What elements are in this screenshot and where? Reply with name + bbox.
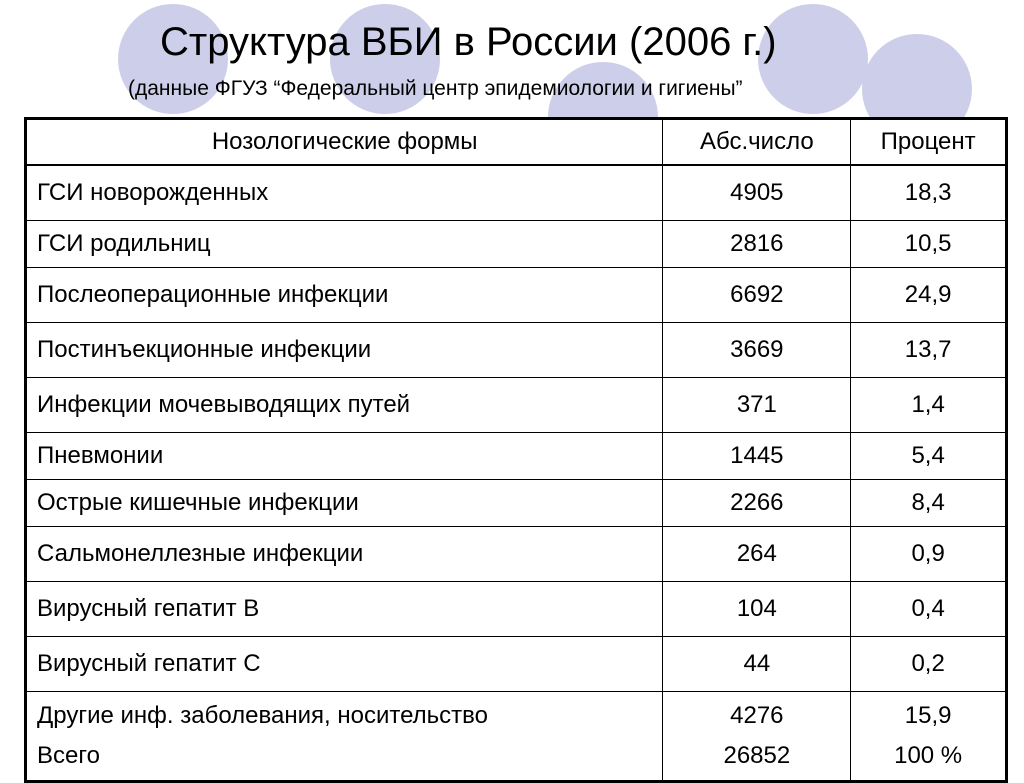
table-row — [26, 165, 1007, 221]
row-abs-number: 1445 — [663, 433, 851, 480]
row-name: Сальмонеллезные инфекции — [26, 527, 663, 582]
other-diseases-pct: 15,9 — [904, 702, 952, 729]
table-row — [26, 637, 1007, 692]
other-diseases-label: Другие инф. заболевания, носительство — [37, 702, 488, 729]
row-name: ГСИ родильниц — [26, 221, 663, 268]
row-percent: 8,4 — [851, 480, 1007, 527]
table-row — [26, 433, 1007, 480]
total-pct: 100 % — [894, 742, 963, 769]
row-abs-number: 3669 — [663, 323, 851, 378]
page-title: Структура ВБИ в России (2006 г.) — [160, 20, 777, 64]
row-percent: 10,5 — [851, 221, 1007, 268]
row-abs-number: 2816 — [663, 221, 851, 268]
row-name: Вирусный гепатит С — [26, 637, 663, 692]
row-name: ГСИ новорожденных — [26, 165, 663, 221]
header-percent: Процент — [851, 119, 1007, 166]
summary-abs-numbers — [663, 692, 851, 782]
summary-names — [26, 692, 663, 782]
row-abs-number: 264 — [663, 527, 851, 582]
row-name: Пневмонии — [26, 433, 663, 480]
row-percent: 0,2 — [851, 637, 1007, 692]
row-name: Вирусный гепатит В — [26, 582, 663, 637]
row-abs-number: 2266 — [663, 480, 851, 527]
summary-percents — [851, 692, 1007, 782]
row-abs-number: 104 — [663, 582, 851, 637]
row-percent: 18,3 — [851, 165, 1007, 221]
header-nosology: Нозологические формы — [26, 119, 663, 166]
row-percent: 0,4 — [851, 582, 1007, 637]
total-label: Всего — [37, 742, 100, 769]
row-percent: 13,7 — [851, 323, 1007, 378]
table-row — [26, 527, 1007, 582]
row-percent: 24,9 — [851, 268, 1007, 323]
row-abs-number: 4905 — [663, 165, 851, 221]
row-abs-number: 44 — [663, 637, 851, 692]
row-name: Постинъекционные инфекции — [26, 323, 663, 378]
table-row-summary — [26, 692, 1007, 782]
table-row — [26, 323, 1007, 378]
row-abs-number: 371 — [663, 378, 851, 433]
table-header-row — [26, 119, 1007, 166]
row-name: Инфекции мочевыводящих путей — [26, 378, 663, 433]
page-subtitle: (данные ФГУЗ “Федеральный центр эпидемиологии и гигиены” — [128, 77, 743, 100]
row-percent: 1,4 — [851, 378, 1007, 433]
header-abs-number: Абс.число — [663, 119, 851, 166]
table-row — [26, 221, 1007, 268]
row-percent: 0,9 — [851, 527, 1007, 582]
table-row — [26, 378, 1007, 433]
table-row — [26, 268, 1007, 323]
table-row — [26, 480, 1007, 527]
row-name: Послеоперационные инфекции — [26, 268, 663, 323]
row-name: Острые кишечные инфекции — [26, 480, 663, 527]
total-abs: 26852 — [723, 742, 791, 769]
row-percent: 5,4 — [851, 433, 1007, 480]
infections-table — [24, 117, 1008, 783]
table-row — [26, 582, 1007, 637]
other-diseases-abs: 4276 — [730, 702, 784, 729]
row-abs-number: 6692 — [663, 268, 851, 323]
